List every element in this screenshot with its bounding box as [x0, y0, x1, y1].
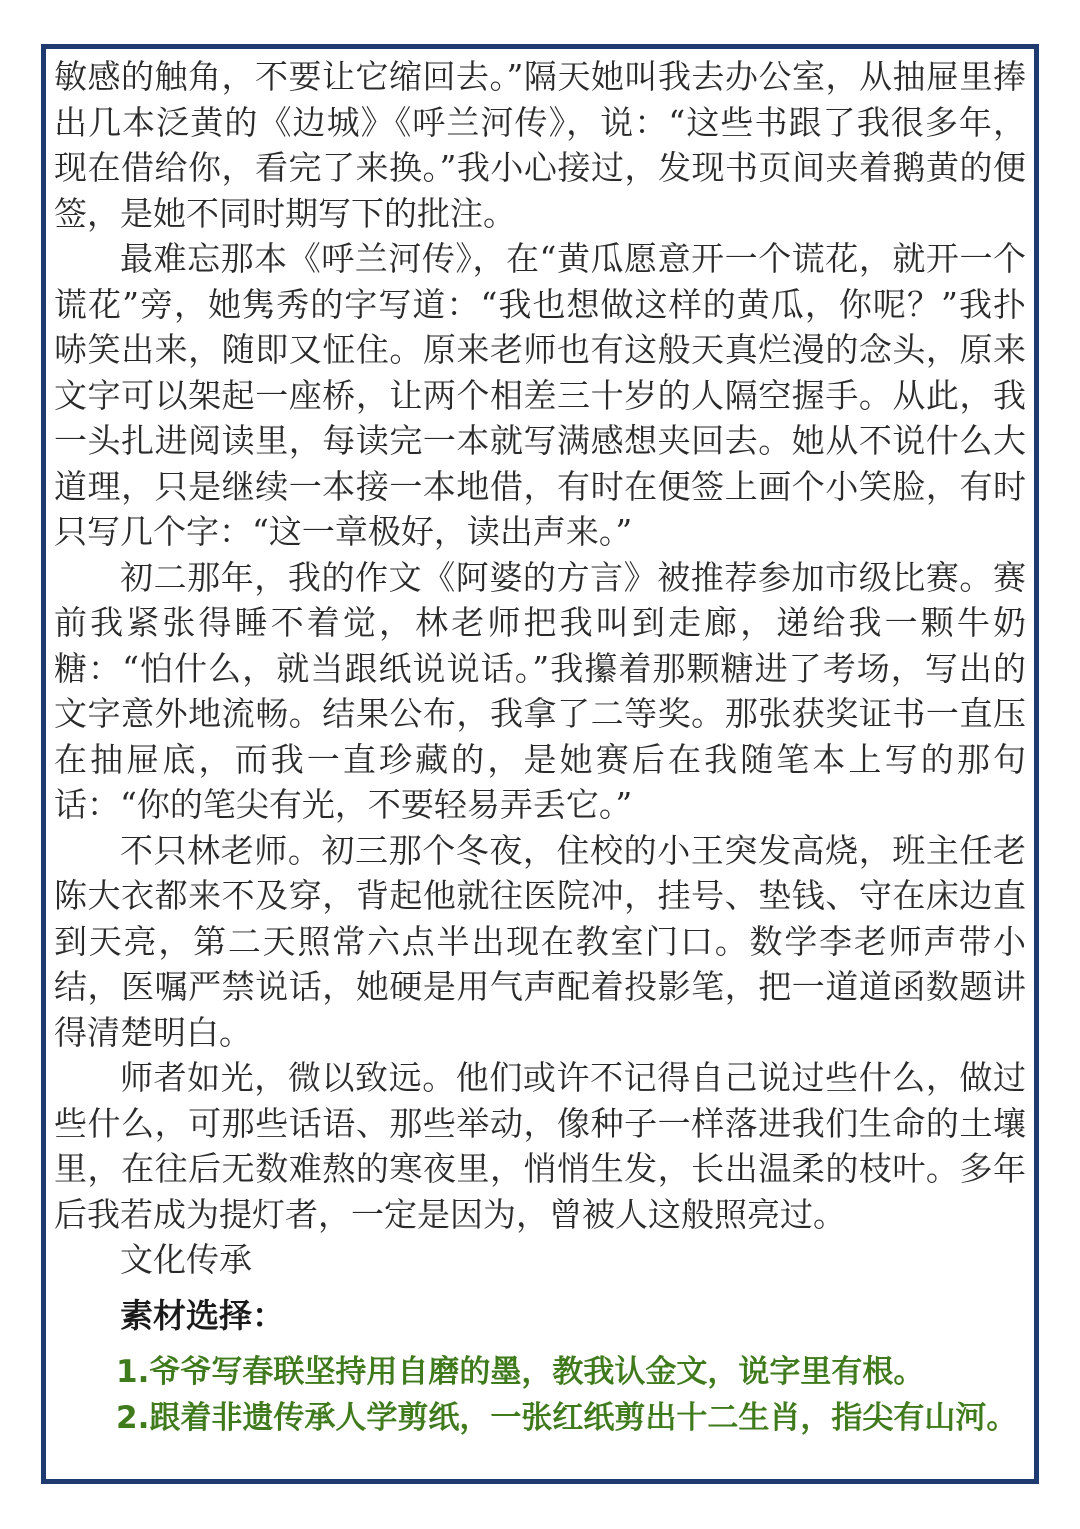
article-body: [54, 54, 1026, 1441]
paragraph-5: 师者如光，微以致远。他们或许不记得自己说过些什么，做过些什么，可那些话语、那些举动，像种子一样落进我们生命的土壤里，在往后无数难熬的寒夜里，悄悄生发，长出温柔的枝叶。多年后我若成为提灯者，一定是因为，曾被人这般照亮过。: [54, 1058, 1026, 1234]
material-item-2: 2.跟着非遗传承人学剪纸，一张红纸剪出十二生肖，指尖有山河。: [116, 1399, 1018, 1436]
section-heading: 文化传承: [120, 1240, 252, 1279]
paragraph-1: 敏感的触角，不要让它缩回去。”隔天她叫我去办公室，从抽屉里捧出几本泛黄的《边城》《呼兰河传》，说：“这些书跟了我很多年，现在借给你，看完了来换。”我小心接过，发现书页间夹着鹅黄的便签，是她不同时期写下的批注。: [54, 57, 1026, 233]
paragraph-2: 最难忘那本《呼兰河传》，在“黄瓜愿意开一个谎花，就开一个谎花”旁，她隽秀的字写道：“我也想做这样的黄瓜，你呢？”我扑哧笑出来，随即又怔住。原来老师也有这般天真烂漫的念头，原来文字可以架起一座桥，让两个相差三十岁的人隔空握手。从此，我一头扎进阅读里，每读完一本就写满感想夹回去。她从不说什么大道理，只是继续一本接一本地借，有时在便签上画个小笑脸，有时只写几个字：“这一章极好，读出声来。”: [54, 239, 1026, 551]
paragraph-3: 初二那年，我的作文《阿婆的方言》被推荐参加市级比赛。赛前我紧张得睡不着觉，林老师把我叫到走廊，递给我一颗牛奶糖：“怕什么，就当跟纸说说话。”我攥着那颗糖进了考场，写出的文字意外地流畅。结果公布，我拿了二等奖。那张获奖证书一直压在抽屉底，而我一直珍藏的，是她赛后在我随笔本上写的那句话：“你的笔尖有光，不要轻易弄丢它。”: [54, 557, 1026, 824]
paragraph-4: 不只林老师。初三那个冬夜，住校的小王突发高烧，班主任老陈大衣都来不及穿，背起他就往医院冲，挂号、垫钱、守在床边直到天亮，第二天照常六点半出现在教室门口。数学李老师声带小结，医嘱严禁说话，她硬是用气声配着投影笔，把一道道函数题讲得清楚明白。: [54, 830, 1026, 1052]
material-item-1: 1.爷爷写春联坚持用自磨的墨，教我认金文，说字里有根。: [116, 1354, 925, 1390]
material-title: 素材选择：: [120, 1295, 285, 1335]
material-list: [54, 1350, 1026, 1441]
